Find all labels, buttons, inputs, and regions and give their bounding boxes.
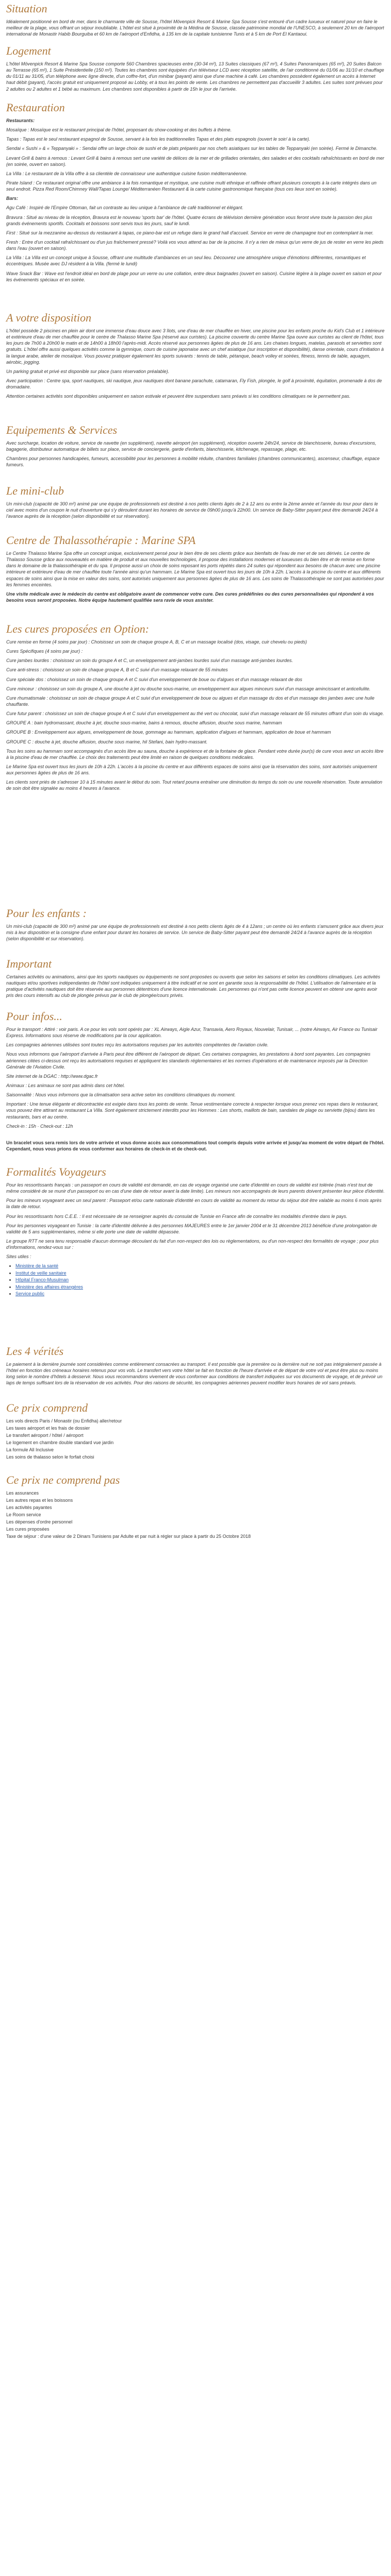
paragraph: Idéalement positionné en bord de mer, dans le charmante ville de Sousse, l'hôtel Mövenpick Resort & Marine Spa Sousse s'est entouré d'un cadre luxueux et naturel pour en faire le meilleur de la plage, vous offrant un séjour inoubliable. L'hôtel est situé à proximité de la Médina de Sousse, classée patrimoine mondial de l'UNESCO, à seulement 20 km de l'aéroport international de Monastir Habib Bourguiba et 60 km de l'aéroport d'Enfidha, à 135 km de la capitale tunisienne Tunis et à 5 km de Port El Kantaoui.: [6, 19, 384, 37]
list-item: Les dépenses d'ordre personnel: [6, 1519, 73, 1524]
link-hopital[interactable]: Hôpital Franco-Musulman: [15, 1277, 69, 1283]
restaurant-item: Tapas : Tapas est le seul restaurant espagnol de Sousse, servant à la fois les traditionnelles Tapas et des plats espagnols (ouvert le soir/ à la carte).: [6, 137, 311, 142]
list-item: Les vols directs Paris / Monastir (ou Enfidha) aller/retour: [6, 1418, 122, 1423]
list-item: Le transfert aéroport / hôtel / aéroport: [6, 1432, 84, 1438]
paragraph: Pour les ressortissants hors C.E.E. : Il est nécessaire de se renseigner auprès du consulat de Tunisie en France afin de connaître les modalités d'entrée dans le pays.: [6, 1213, 348, 1219]
bar-item: La Villa : La Villa est un concept unique à Sousse, offrant une multitude d'ambiances en un seul lieu. Découvrez une atmosphère unique d'émotions différentes, romantiques et éccentriques. Musée avec DJ résident à la Villa. (fermé le lundi): [6, 255, 366, 267]
group-line: GROUPE C : douche à jet, douche affusion, douche sous marine, hil Stefani, bain hydro-massant.: [6, 739, 208, 744]
paragraph: Nous vous informons que l'aéroport d'arrivée à Paris peut être différent de l'aéroport de départ. Ces certaines compagnies, les prestations à bord sont payantes. Les compagnies aériennes citées ci-dessus ont reçu les autorisations requises et appliquent les standards réglementaires et les normes d'opérations et de maintenance imposés par la Direction Générale de l'Aviation Civile.: [6, 1052, 371, 1070]
section-formalites: [6, 1165, 385, 1301]
paragraph: Animaux : Les animaux ne sont pas admis dans cet hôtel.: [6, 1082, 125, 1088]
list-item: Les assurances: [6, 1490, 39, 1496]
paragraph: Le groupe RTT ne sera tenu responsable d'aucun dommage découlant du fait d'un non-respect des lois ou règlementations, ou d'un non-respect des formalités de voyage ; pour plus d'informations, rendez-vous sur :: [6, 1238, 379, 1250]
link-ministere-sante[interactable]: Ministère de la santé: [15, 1263, 59, 1269]
paragraph: Chambres pour personnes handicapées, fumeurs, accessibilité pour les personnes à mobilité réduite, chambres familiales (chambres communicantes), ascenseur, chauffage, espace fumeurs.: [6, 456, 380, 468]
paragraph: Un mini-club (capacité de 300 m²) animé par une équipe de professionnels est destiné à nos petits clients âgés de 4 à 12ans ; un centre où les enfants s'amusent grâce aux divers jeux mis à leur disposition et la consigne d'une enfant pour durant les horaires de service. Un service de Baby-Sitter payant peut être demandé 24/24 à l'avance auprès de la réception (selon disponibilité et sur réservation).: [6, 924, 384, 942]
notice-paragraph: Un bracelet vous sera remis lors de votre arrivée et vous donne accès aux consommations tout compris depuis votre arrivée et jusqu'au moment de votre départ de l'hôtel. Cependant, nous vous prions de vous conformer aux horaires de check-in et de check-out.: [6, 1140, 385, 1152]
section-title: Pour les enfants :: [6, 907, 87, 920]
paragraph: Cure futur parent : choisissez un soin de chaque groupe A et C suivi d'un enveloppement au thé vert ou chocolat, suivi d'un massage relaxant de 55 minutes offrant d'un soin du visage.: [6, 711, 384, 717]
excluded-list: [6, 1490, 385, 1540]
paragraph: Cure anti-stress : choisissez un soin de chaque groupe A, B et C suivi d'un massage relaxant de 55 minutes: [6, 667, 228, 673]
link-service-public[interactable]: Service public: [15, 1291, 45, 1297]
section-title: Le mini-club: [6, 484, 64, 497]
section-infos: [6, 1010, 385, 1132]
link-veille-sanitaire[interactable]: Institut de veille sanitaire: [15, 1270, 67, 1276]
restaurant-item: La Villa : Le restaurant de la Villa offre à sa clientèle de connaisseur une authentique cuisine fusion méditerranéenne.: [6, 171, 248, 176]
section-title: Les 4 vérités: [6, 1345, 64, 1358]
section-non-inclus: [6, 1473, 385, 1540]
group-line: GROUPE B : Enveloppement aux algues, enveloppement de boue, gommage au hammam, application d'algues et hammam, application de boue et hammam: [6, 730, 331, 735]
section-title: Equipements & Services: [6, 423, 118, 436]
section-title: Ce prix comprend: [6, 1401, 88, 1414]
list-item: [15, 1270, 385, 1277]
list-item: Les cures proposées: [6, 1526, 50, 1532]
paragraph: Cures Spécifiques (4 soins par jour) :: [6, 649, 83, 654]
group-line: GROUPE A : bain hydromassant, douche à jet, douche sous-marine, bains à remous, douche affusion, douche sous marine, hammam: [6, 720, 282, 726]
section-title: Ce prix ne comprend pas: [6, 1473, 120, 1486]
list-item: Les soins de thalasso selon le forfait choisi: [6, 1454, 94, 1460]
paragraph: Attention certaines activités sont disponibles uniquement en saison estivale et peuvent être suspendues sans préavis si les conditions climatiques ne le permettent pas.: [6, 394, 351, 399]
bar-item: First : Situé sur la mezzanine au-dessus du restaurant à tapas, ce piano-bar est un refuge dans le grand hall d'accueil. Service en verre de champagne tout en contemplant la mer.: [6, 230, 374, 235]
subheading: Bars:: [6, 196, 19, 201]
paragraph: Pour le transport : Attiré : voir paris. A ce pour les vols sont opérés par : XL Airways, Aigle Azur, Transavia, Aero Royaux, Nouvelair, Tunisair, ... (notre Airways, Air France ou Tunisair Express. Informations sous réserve de modifications par la cour application.: [6, 1027, 378, 1039]
list-item: [15, 1291, 385, 1298]
list-item: Les autres repas et les boissons: [6, 1497, 73, 1503]
link-affaires-etrangeres[interactable]: Ministère des affaires étrangères: [15, 1284, 83, 1290]
section-miniclub: [6, 484, 385, 522]
section-title: Pour infos...: [6, 1010, 62, 1023]
list-item: [15, 1284, 385, 1291]
useful-links-list: [15, 1263, 385, 1298]
paragraph: Un mini-club (capacité de 300 m²) animé par une équipe de professionnels est destiné à nos petits clients âgés de 2 à 12 ans ou entre la 2ème année et l'année du tour pour dans le ciel avec moins d'un coupon le nuit d'ouverture qui s'y déroulent durant les horaires de service de 09h00 jusqu'à 22h00. Un service de Baby-Sitter payant peut être demandé 24/24 à l'avance auprès de la réception (selon disponibilité et sur réservation).: [6, 501, 378, 519]
paragraph: Pour les personnes voyageant en Tunisie : la carte d'identité délivrée à des personnes MAJEURES entre le 1er janvier 2004 et le 31 décembre 2013 bénéficie d'une prolongation de validité de 5 ans supplémentaires, même si elle porte une date de validité dépassée.: [6, 1223, 377, 1234]
section-title: Important: [6, 957, 52, 970]
paragraph: Tous les soins au hammam sont accompagnés d'un accès libre au sauna, douche à expérience et de la fontaine de glace. Pendant votre durée jour(s) de cure vous avez un accès libre à la piscine d'eau de mer chauffée. Le choix des traitements peut être limité en raison de quelques conditions médicales.: [6, 748, 384, 760]
paragraph: L'hôtel possède 2 piscines en plein air dont une immense d'eau douce avec 3 îlots, une d'eau de mer chauffée en hiver, une piscine pour les enfants proche du Kid's Club et 1 intérieure et extérieure d'eau de mer chauffée pour le centre de Thalasso Marine Spa (réservé aux curistes). La piscine couverte du centre Marine Spa ouvre aux curistes au client de l'hôtel, tous les jours de 7h00 à 20h00 le matin et de 14h00 à 18h00 l'après-midi. Accès réservé aux personnes âgées de plus de 16 ans. Les chaises longues, matelas, parasols et serviettes sont gratuits. L'hôtel offre aussi quelques activités comme la gymnique, cours de cuisine japonaise avec un chef asiatique (sur inscription et disponibilité), danse orientale, cours d'initiation à la langue arabe, atelier de mosaïque. Vous pouvez pratiquer également les sports suivants : tennis de table, pétanque, beach volley et soirées, fitness, tennis de table, aquagym, aérobic, jogging.: [6, 328, 385, 365]
paragraph: Un parking gratuit et privé est disponible sur place (sans réservation préalable).: [6, 368, 170, 374]
section-equipements: [6, 423, 385, 471]
section-title: Centre de Thalassothérapie : Marine SPA: [6, 534, 196, 547]
paragraph: Avec participation : Centre spa, sport nautiques, ski nautique, jeux nautiques dont banane parachute, catamaran, Fly Fish, plongée, le golf à proximité, équitation, promenade à dos de dromadaire.: [6, 378, 382, 390]
bar-item: Bravura : Situé au niveau de la réception, Bravura est le nouveau 'sports bar' de l'hôtel. Quatre écrans de télévision dernière génération vous feront vivre toute la passion des plus grands événements sportifs. Cocktails et boissons sont servis tous les jours, sauf le lundi.: [6, 214, 372, 226]
paragraph: Saisonnalité : Nous vous informons que la climatisation sera active selon les conditions climatiques du moment.: [6, 1092, 236, 1098]
list-item: Les taxes aéroport et les frais de dossier: [6, 1425, 90, 1431]
list-item: Le Room service: [6, 1512, 41, 1517]
paragraph: Cure rhumatismale : choisissez un soin de chaque groupe A et C suivi d'un enveloppement de boue ou algues et d'un massage du dos et d'un massage des jambes avec une huile chauffante.: [6, 695, 374, 707]
sites-label: Sites utiles :: [6, 1254, 31, 1260]
paragraph: Cure remise en forme (4 soins par jour) : Choisissez un soin de chaque groupe A, B, C et un massage localisé (dos, visage, cuir chevelu ou pieds): [6, 639, 307, 645]
paragraph: Le Marine Spa est ouvert tous les jours de 10h à 22h. L'accès à la piscine du centre et aux différents espaces de soins ainsi que la réservation des soins, sont autorisés uniquement aux personnes âgées de plus de 16 ans.: [6, 764, 377, 776]
paragraph: Cure jambes lourdes : choisissez un soin du groupe A et C, un enveloppement anti-jambes lourdes suivi d'un massage anti-jambes lourdes.: [6, 658, 293, 664]
paragraph: Avec surcharge, location de voiture, service de navette (en supplément), navette aéroport (en supplément), réception ouverte 24h/24, service de blanchisserie, bureau d'excursions, bagagerie, distributeur automatique de billets sur place, service de conciergerie, garde d'enfants, blanchisserie, kitchenage, repassage, plage, etc.: [6, 440, 377, 452]
paragraph: Pour les mineurs voyageant avec un seul parent : Passeport et/ou carte nationale d'identité en cours de validité au moment du retour du séjour doit être valable au moins 6 mois après la date de retour.: [6, 1198, 382, 1210]
restaurant-item: Levant Grill & bains à remous : Levant Grill & bains à remous sert une variété de délices de la mer et de grillades orientales, des salades et des cocktails rafraîchissants en bord de mer (en soirée, ouvert en saison).: [6, 155, 384, 167]
section-logement: [6, 44, 385, 95]
paragraph: Site internet de la DGAC : http://www.dgac.fr: [6, 1073, 98, 1079]
restaurant-item: Pirate Island : Ce restaurant original offre une ambiance à la fois romantique et mystique, une cuisine multi ethnique et raffinée offrant plusieurs concepts à la carte intégrés dans un seul endroit. Pizza Red Room/Chimney Wall/Tapas Lounge/ Méditerranéen Restaurant & la carte cuisine gastronomique française (tous ces lieux sont en soirée).: [6, 180, 377, 192]
section-disposition: [6, 311, 385, 402]
list-item: Les activités payantes: [6, 1504, 52, 1510]
section-verites: [6, 1345, 385, 1389]
section-title: A votre disposition: [6, 311, 91, 324]
section-enfants: [6, 907, 385, 945]
bar-item: Agu Café : Inspiré de l'Empire Ottoman, fait un contraste au lieu unique à l'ambiance de café traditionnel et élégant.: [6, 205, 243, 211]
section-restauration: [6, 101, 385, 286]
list-item: [15, 1277, 385, 1284]
paragraph: L'hôtel Mövenpick Resort & Marine Spa Sousse comporte 560 Chambres spacieuses entre (30-34 m²), 13 Suites classiques (67 m²), 4 Suites Panoramiques (65 m²), 20 Suites Balcon au Terrasse (65 m²), 1 Suite Présidentielle (150 m²). Toutes les chambres sont équipées d'un téléviseur LCD avec réception satellite, de l'air conditionné du 01/06 au 31/10 et chauffage du 01/11 au 31/05, d'un téléphone avec ligne directe, d'un coffre-fort, d'un minibar (payant) ainsi que d'une machine à café. Les chambres possèdent également un accès à Internet haut débit (payant), l'accès gratuit est uniquement proposé au Lobby, et à tous les points de vente. Les chambres ne permettent pas d'accueillir 3 adultes. Les suites sont prévues pour 2 adultes ou 2 adultes et 1 bébé au maximum. Les chambres sont disponibles à partir de 15h le jour de l'arrivée.: [6, 61, 384, 92]
list-item: [15, 1263, 385, 1270]
section-important: [6, 957, 385, 1002]
section-cures: [6, 622, 385, 795]
paragraph: Une visite médicale avec le médecin du centre est obligatoire avant de commencer votre cure. Des cures prédéfinies ou des cures personnalisées qui répondent à vos besoins vous seront proposées. Notre équipe hautement qualifiée sera ravie de vous assister.: [6, 591, 374, 603]
paragraph: Check-in : 15h · Check-out : 12h: [6, 1123, 73, 1129]
paragraph: Pour les ressortissants français : un passeport en cours de validité est demandé, en cas de voyage organisé une carte d'identité en cours de validité est tolérée (mais n'est tout de même considéré de se munir d'un passeport ou en cas d'une date de retour avant la date limite). Les mineurs non accompagnés de leurs parents doivent présenter leur pièce d'identité.: [6, 1182, 385, 1194]
paragraph: Certaines activités ou animations, ainsi que les sports nautiques ou équipements ne sont proposées ou ouverts que selon les saisons et selon les conditions climatiques. Les activités nautiques et/ou sportives indépendantes de l'hôtel sont indiquées uniquement à titre indicatif et ne sont en garantie sous la responsabilité de l'hôtel. L'utilisation de l'alimentaire et la pratique d'activités nautiques doit être réservée aux personnes détentrices d'une licence internationale. Les personnes qui n'ont pas cette licence peuvent en obtenir une après avoir pris des cours intensifs au club de plongée prévus par le club de plongée/cours privés.: [6, 974, 380, 998]
section-situation: [6, 2, 385, 40]
paragraph: Important : Une tenue élégante et décontractée est exigée dans tous les points de vente. Tenue vestimentaire correcte à respecter lorsque vous prenez vos repas dans le restaurant, vous pouvez être attirant au restaurant La Villa. Sont également strictement interdits pour les Hommes : Les shorts, maillots de bain, sandales de plage ou serviette (bijou) dans les restaurants, bars et au centre.: [6, 1101, 379, 1120]
tax-note: Taxe de séjour : d'une valeur de 2 Dinars Tunisiens par Adulte et par nuit à régler sur place à partir du 25 Octobre 2018: [6, 1533, 251, 1539]
section-title: Logement: [6, 44, 51, 57]
section-title: Les cures proposées en Option:: [6, 622, 149, 635]
section-title: Formalités Voyageurs: [6, 1165, 106, 1178]
section-notice: [6, 1140, 385, 1155]
restaurant-item: Mosaïque : Mosaïque est le restaurant principal de l'hôtel, proposant du show-cooking et des buffets à thème.: [6, 127, 232, 133]
section-inclus: [6, 1401, 385, 1461]
list-item: Le logement en chambre double standard vue jardin: [6, 1439, 114, 1445]
bar-item: Wave Snack Bar : Wave est l'endroit idéal en bord de plage pour un verre ou une collation, entre deux baignades (ouvert en saison). Cuisine légère à la plage ouvert en saison et pour les événements spéciaux et en soirée.: [6, 270, 382, 282]
paragraph: Le paiement à la dernière journée sont considérées comme entièrement consacrées au transport. Il est possible que la première ou la dernière nuit ne soit pas intégralement passée à l'hôtel en fonction des créneaux horaires retenus pour vos vols. Le transfert vers votre hôtel se fait en fonction de l'heure d'arrivée et de départ de votre vol et peut être plus ou moins long selon le nombre d'hôtels à desservir. Nous vous recommandons vivement de vous conformer aux conditions de transfert indiquées sur vos documents de voyage, et de prévoir un laps de temps suffisant lors de la réservation de vos activités. Pour des raisons de sécurité, les compagnies aériennes peuvent modifier leurs horaires de vol sans préavis.: [6, 1362, 383, 1386]
paragraph: Cure minceur : choisissez un soin du groupe A, une douche à jet ou douche sous-marine, un enveloppement aux algues minceurs suivi d'un massage amincissant et anticellulite.: [6, 686, 371, 691]
paragraph: Les clients sont priés de s'adresser 10 à 15 minutes avant le début du soin. Tout retard pourra entraîner une diminution du temps du soin ou une nouvelle réservation. Toute annulation de soin doit être signalée au moins 4 heures à l'avance.: [6, 779, 383, 791]
paragraph: Le Centre Thalasso Marine Spa offre un concept unique, exclusivement pensé pour le bien être de ses clients grâce aux bienfaits de l'eau de mer et de ses dérivés. Le centre de Thalasso Sousse grâce aux nouveautés en matière de produit et aux nouvelles technologies, il propose des installations modernes et luxueuses du bien être et de remise en forme dans le domaine de la thalassothérapie et du spa. Il propose aussi un choix de soins reposant les ports répétés dans 24 suites qui répondent aux besoins de chacun avec une piscine intérieure et extérieure d'eau de mer chauffée toute l'année ainsi qu'un hammam. Le Marine Spa est ouvert tous les jours de 10h à 22h. L'accès à la piscine du centre et aux différents espaces de soins ainsi que la mise en valeur des soins, sont autorisés uniquement aux personnes âgées de plus de 16 ans. Les soins de Thalassothérapie ne sont pas autorisées pour les femmes enceintes.: [6, 551, 384, 587]
list-item: La formule All Inclusive: [6, 1447, 54, 1452]
subheading: Restaurants:: [6, 118, 35, 123]
bar-item: Fresh : Entre d'un cocktail rafraîchissant ou d'un jus fraîchement pressé? Voilà vos vous attend au bar de la piscine. Il n'y a rien de mieux qu'un verre de jus de rester en verre les pieds dans l'eau (ouvert en saison).: [6, 239, 384, 251]
paragraph: Cure spéciale dos : choisissez un soin de chaque groupe A et C suivi d'un enveloppement de boue ou d'algues et d'un massage relaxant de dos: [6, 676, 302, 682]
section-thalasso: [6, 534, 385, 606]
paragraph: Les compagnies aériennes utilisées sont toutes reçu les autorisations requises par les autorités compétentes de l'aviation civile.: [6, 1042, 269, 1048]
included-list: [6, 1418, 385, 1461]
restaurant-item: Sendai « Sushi » & « Teppanyaki » : Sendai offre un large choix de sushi et de plats préparés par nos chefs asiatiques sur les tables de Teppanyaki (en soirée). Fermé le Dimanche.: [6, 146, 378, 151]
section-title: Restauration: [6, 101, 65, 114]
section-title: Situation: [6, 2, 47, 15]
